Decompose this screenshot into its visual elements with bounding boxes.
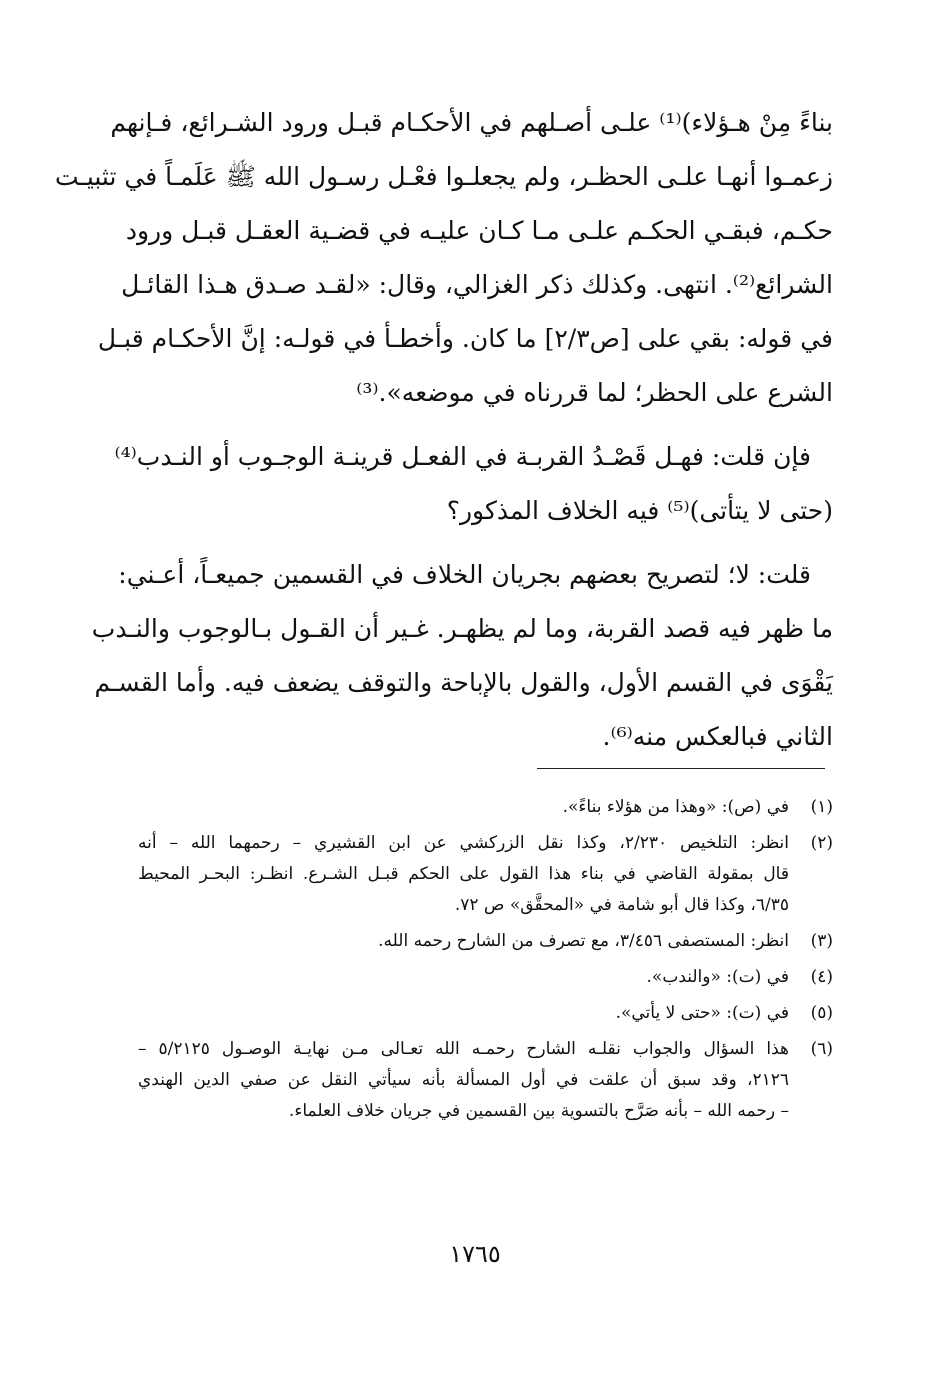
footnote-body — [138, 926, 789, 957]
footnote-1 — [138, 792, 833, 823]
paragraph-gap — [138, 538, 833, 548]
text-line: في قوله: بقي على [ص٢/٣] ما كان. وأخطـأ في قولـه: إنَّ الأحكـام قبـل — [97, 324, 833, 353]
footnote-3 — [138, 926, 833, 957]
footnote-line: قال بمقولة القاضي في بناء هذا القول على الحكم قبـل الشـرع. انظـر: البحـر المحيط — [138, 864, 789, 884]
footnote-number: (٦) — [810, 1039, 833, 1059]
text-line: (حتى لا يتأتى)⁽⁵⁾ فيه الخلاف المذكور؟ — [446, 496, 833, 525]
footnote-6 — [138, 1034, 833, 1127]
paragraph-3 — [91, 548, 833, 764]
text-line: حكـم، فبقـي الحكـم علـى مـا كـان عليـه في قضـية العقـل قبـل ورود — [125, 216, 833, 245]
text-line: قلت: لا؛ لتصريح بعضهم بجريان الخلاف في القسمين جميعـاً، أعـني: — [118, 560, 811, 589]
text-line: زعمـوا أنهـا علـى الحظـر، ولم يجعلـوا فعْـل رسـول الله ﷺ عَلَمـاً في تثبيـت — [54, 162, 833, 191]
footnote-divider — [537, 768, 825, 769]
footnote-number: (٣) — [810, 931, 833, 951]
paragraph-1 — [54, 96, 833, 420]
paragraph-2 — [114, 430, 833, 538]
footnote-body — [138, 998, 789, 1029]
footnote-line: انظر: المستصفى ٣/٤٥٦، مع تصرف من الشارح رحمه الله. — [378, 931, 789, 951]
footnote-line: في (ت): «والندب». — [646, 967, 789, 987]
footnote-body — [138, 962, 789, 993]
text-line: يَقْوَى في القسم الأول، والقول بالإباحة والتوقف يضعف فيه. وأما القسـم — [94, 668, 833, 697]
text-line: الثاني فبالعكس منه⁽⁶⁾. — [602, 722, 833, 751]
paragraph-gap — [138, 420, 833, 430]
footnote-line: في (ص): «وهذا من هؤلاء بناءً». — [562, 797, 789, 817]
footnote-body — [138, 1034, 789, 1127]
text-line: فإن قلت: فهـل قَصْـدُ القربـة في الفعـل قرينـة الوجـوب أو النـدب⁽⁴⁾ — [114, 442, 811, 471]
footnote-body — [138, 828, 789, 921]
page-number: ١٧٦٥ — [449, 1240, 501, 1268]
text-line: الشرع على الحظر؛ لما قررناه في موضعه».⁽³⁾ — [356, 378, 833, 407]
footnote-line: انظر: التلخيص ٢/٢٣٠، وكذا نقل الزركشي عن ابن القشيري – رحمهما الله – أنه — [138, 833, 790, 853]
footnote-body — [138, 792, 789, 823]
footnote-4 — [138, 962, 833, 993]
footnote-number: (١) — [810, 797, 833, 817]
footnotes — [138, 792, 833, 1132]
footnote-number: (٥) — [810, 1003, 833, 1023]
footnote-line: في (ت): «حتى لا يأتي». — [615, 1003, 789, 1023]
footnote-number: (٤) — [810, 967, 833, 987]
text-line: ما ظهر فيه قصد القربة، وما لم يظهـر. غـير أن القـول بـالوجوب والنـدب — [91, 614, 833, 643]
footnote-number: (٢) — [810, 833, 833, 853]
footnote-line: ٢١٢٦، وقد سبق أن علقت في أول المسألة بأنه سيأتي النقل عن صفي الدين الهندي — [138, 1070, 789, 1090]
footnote-5 — [138, 998, 833, 1029]
text-line: الشرائع⁽²⁾. انتهى. وكذلك ذكر الغزالي، وقال: «لقـد صـدق هـذا القائـل — [121, 270, 833, 299]
text-line: بناءً مِنْ هـؤلاء)⁽¹⁾ علـى أصـلهم في الأحكـام قبـل ورود الشـرائع، فـإنهم — [110, 108, 833, 137]
footnote-line: – رحمه الله – بأنه صَرَّح بالتسوية بين القسمين في جريان خلاف العلماء. — [288, 1101, 789, 1121]
footnote-line: ٦/٣٥، وكذا قال أبو شامة في «المحقَّق» ص ٧٢. — [454, 895, 789, 915]
main-text — [54, 96, 833, 764]
footnote-line: هذا السؤال والجواب نقلـه الشارح رحمـه الله تعـالى مـن نهايـة الوصـول ٥/٢١٢٥ – — [138, 1039, 790, 1059]
footnote-2 — [138, 828, 833, 921]
